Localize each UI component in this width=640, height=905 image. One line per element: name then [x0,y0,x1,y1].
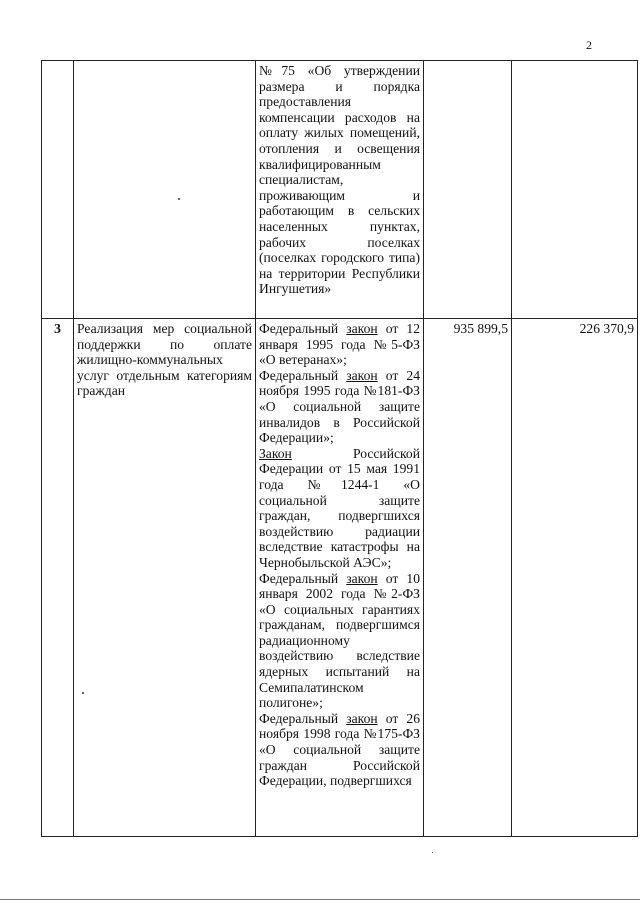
scan-speck [82,692,84,694]
amount-1-cell [424,61,512,319]
measure-name-cell [74,61,256,319]
row-number-cell [42,61,74,319]
table-row-3 [42,319,638,837]
law-link[interactable]: закон [346,321,378,336]
law-entry: Закон Российской Федерации от 15 мая 1991 года №1244-1 «О социальной защите граждан, подвергшихся воздействию радиации вследствие катастрофы на Чернобыльской АЭС»; [259,445,420,570]
scan-speck [178,198,180,200]
law-link[interactable]: Закон [259,445,292,461]
row-number-cell: 3 [42,319,74,837]
scan-speck [432,852,433,853]
table-row-continued [42,61,638,319]
page-number: 2 [586,38,592,52]
law-entry: Федеральный закон от 24 ноября 1995 года №181-ФЗ «О социальной защите инвалидов в Российской Федерации»; [259,367,421,446]
law-entry: Федеральный закон от 26 ноября 1998 года №175-ФЗ «О социальной защите граждан Российской Федерации, подвергшихся [259,710,421,789]
law-entry: Федеральный закон от 12 января 1995 года №5-ФЗ «О ветеранах»; [259,321,421,368]
legal-basis-cell [256,319,424,837]
measures-table [41,60,638,837]
legal-basis-cell: №75 «Об утверждении размера и порядка предоставления компенсации расходов на оплату жилых помещений, отопления и освещения квалифицированным специалистам, проживающим и работающим в сельских населенных пунктах, рабочих поселках (поселках городского типа) на территории Республики Ингушетия» [256,61,424,319]
law-link[interactable]: закон [346,570,378,586]
law-link[interactable]: закон [346,710,378,726]
law-link[interactable]: закон [346,367,378,383]
measure-name-cell: Реализация мер социальной поддержки по оплате жилищно-коммунальных услуг отдельным категориям граждан [74,319,256,837]
amount-1-cell: 935 899,5 [424,319,512,837]
amount-2-cell [512,61,638,319]
amount-2-cell: 226 370,9 [512,319,638,837]
law-entry: Федеральный закон от 10 января 2002 года №2-ФЗ «О социальных гарантиях гражданам, подвергшимся радиационному воздействию вследствие ядерных испытаний на Семипалатинском полигоне»; [259,570,421,711]
scan-edge-line [0,899,640,900]
